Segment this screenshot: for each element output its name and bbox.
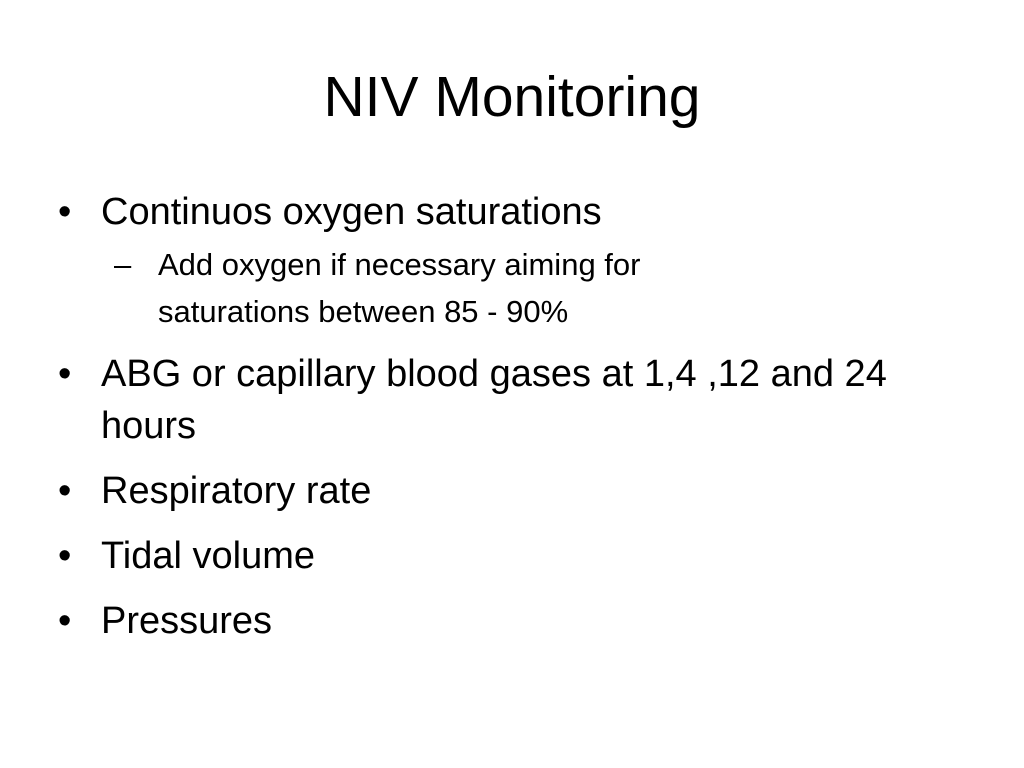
bullet-item-blood-gases [58,348,921,452]
sub-bullet-text: Add oxygen if necessary aiming for saturations between 85 - 90% [158,247,641,329]
bullet-item-tidal-volume [58,530,958,582]
bullet-list [58,186,958,660]
bullet-item-pressures [58,595,958,647]
bullet-marker: • [58,600,72,642]
sub-bullet-list [101,241,958,335]
sub-bullet-marker: – [114,247,132,282]
slide-title: NIV Monitoring [323,65,701,129]
bullet-marker: • [58,191,72,233]
bullet-text: Continuos oxygen saturations [101,191,602,233]
bullet-text: Tidal volume [101,535,316,577]
bullet-marker: • [58,470,72,512]
sub-bullet-item-add-oxygen [114,241,798,335]
bullet-text: ABG or capillary blood gases at 1,4 ,12 and 24 hours [101,353,887,447]
bullet-marker: • [58,353,72,395]
bullet-text: Pressures [101,600,273,642]
bullet-item-oxygen-saturations [58,186,958,335]
bullet-text: Respiratory rate [101,470,372,512]
bullet-marker: • [58,535,72,577]
bullet-item-respiratory-rate [58,465,958,517]
